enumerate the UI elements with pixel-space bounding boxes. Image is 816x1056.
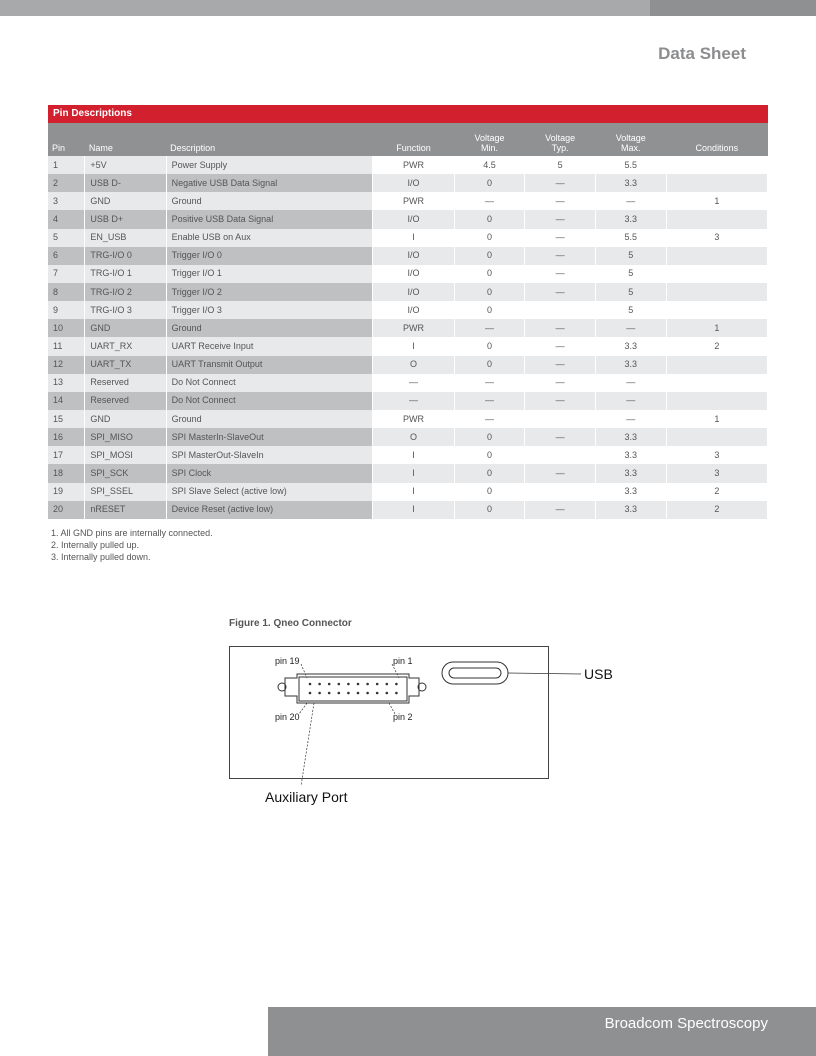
- cell-name: USB D+: [85, 210, 166, 228]
- cell-voltage-min: 0: [454, 174, 525, 192]
- table-row: [48, 174, 768, 192]
- top-bar-accent: [650, 0, 816, 16]
- cell-name: GND: [85, 192, 166, 210]
- table-row: [48, 210, 768, 228]
- cell-name: EN_USB: [85, 229, 166, 247]
- cell-pin: 5: [48, 229, 85, 247]
- cell-voltage-max: 5: [595, 247, 666, 265]
- cell-voltage-min: 0: [454, 265, 525, 283]
- cell-conditions: 3: [666, 446, 767, 464]
- cell-function: I/O: [373, 301, 454, 319]
- cell-description: Power Supply: [166, 156, 373, 174]
- cell-conditions: [666, 265, 767, 283]
- cell-voltage-min: —: [454, 319, 525, 337]
- auxiliary-connector: [278, 674, 426, 703]
- connector-pin: [395, 692, 398, 695]
- cell-voltage-typ: —: [525, 192, 596, 210]
- cell-pin: 11: [48, 337, 85, 355]
- cell-voltage-min: 0: [454, 446, 525, 464]
- cell-voltage-max: 3.3: [595, 483, 666, 501]
- cell-description: Trigger I/O 0: [166, 247, 373, 265]
- cell-voltage-max: 3.3: [595, 501, 666, 519]
- connector-pin: [338, 692, 341, 695]
- connector-pin: [366, 692, 369, 695]
- connector-pin: [395, 683, 398, 686]
- cell-pin: 9: [48, 301, 85, 319]
- table-row: [48, 356, 768, 374]
- table-row: [48, 392, 768, 410]
- cell-conditions: [666, 283, 767, 301]
- note-3: 3. Internally pulled down.: [51, 552, 151, 562]
- cell-voltage-typ: —: [525, 229, 596, 247]
- cell-description: Negative USB Data Signal: [166, 174, 373, 192]
- table-row: [48, 283, 768, 301]
- cell-voltage-max: 3.3: [595, 464, 666, 482]
- label-pin1: pin 1: [393, 656, 413, 666]
- cell-conditions: 1: [666, 410, 767, 428]
- cell-name: TRG-I/O 2: [85, 283, 166, 301]
- connector-pin: [357, 683, 360, 686]
- cell-function: —: [373, 374, 454, 392]
- cell-voltage-typ: [525, 446, 596, 464]
- cell-voltage-max: —: [595, 410, 666, 428]
- cell-voltage-max: 3.3: [595, 446, 666, 464]
- table-row: [48, 301, 768, 319]
- cell-voltage-typ: —: [525, 392, 596, 410]
- cell-function: I/O: [373, 265, 454, 283]
- cell-voltage-typ: —: [525, 174, 596, 192]
- table-row: [48, 428, 768, 446]
- cell-voltage-min: —: [454, 410, 525, 428]
- cell-voltage-max: 5: [595, 283, 666, 301]
- cell-conditions: [666, 156, 767, 174]
- cell-conditions: 2: [666, 337, 767, 355]
- table-row: [48, 410, 768, 428]
- table-notes: [51, 527, 213, 563]
- cell-voltage-max: —: [595, 374, 666, 392]
- cell-function: I/O: [373, 283, 454, 301]
- cell-conditions: [666, 392, 767, 410]
- cell-pin: 18: [48, 464, 85, 482]
- cell-name: SPI_MISO: [85, 428, 166, 446]
- cell-voltage-max: 3.3: [595, 174, 666, 192]
- cell-description: Ground: [166, 192, 373, 210]
- cell-name: +5V: [85, 156, 166, 174]
- connector-pin: [376, 692, 379, 695]
- cell-voltage-min: 0: [454, 483, 525, 501]
- cell-pin: 14: [48, 392, 85, 410]
- cell-voltage-max: 5.5: [595, 229, 666, 247]
- cell-conditions: 1: [666, 192, 767, 210]
- top-bar: [0, 0, 650, 16]
- footer-bar: [268, 1007, 816, 1056]
- col-header-conditions: Conditions: [666, 123, 767, 156]
- cell-voltage-max: —: [595, 192, 666, 210]
- cell-voltage-min: 0: [454, 501, 525, 519]
- cell-voltage-typ: —: [525, 210, 596, 228]
- connector-pin: [386, 683, 389, 686]
- cell-conditions: [666, 210, 767, 228]
- cell-name: Reserved: [85, 374, 166, 392]
- cell-pin: 7: [48, 265, 85, 283]
- cell-voltage-typ: —: [525, 374, 596, 392]
- note-1: 1. All GND pins are internally connected.: [51, 528, 213, 538]
- cell-description: Trigger I/O 1: [166, 265, 373, 283]
- cell-pin: 12: [48, 356, 85, 374]
- usb-c-port: [442, 662, 508, 684]
- connector-pin: [318, 683, 321, 686]
- cell-pin: 15: [48, 410, 85, 428]
- cell-function: PWR: [373, 410, 454, 428]
- table-row: [48, 192, 768, 210]
- cell-voltage-min: 0: [454, 337, 525, 355]
- cell-voltage-min: 0: [454, 301, 525, 319]
- connector-pin: [386, 692, 389, 695]
- cell-voltage-min: 4.5: [454, 156, 525, 174]
- cell-conditions: [666, 356, 767, 374]
- table-row: [48, 374, 768, 392]
- connector-pins: [309, 683, 398, 695]
- cell-voltage-typ: —: [525, 337, 596, 355]
- cell-conditions: [666, 374, 767, 392]
- cell-voltage-typ: [525, 410, 596, 428]
- footer-brand: Broadcom Spectroscopy: [604, 1015, 768, 1032]
- pin-descriptions-table: [48, 105, 768, 519]
- cell-voltage-max: 5.5: [595, 156, 666, 174]
- table-row: [48, 229, 768, 247]
- cell-voltage-min: 0: [454, 428, 525, 446]
- cell-pin: 2: [48, 174, 85, 192]
- cell-description: SPI MasterIn-SlaveOut: [166, 428, 373, 446]
- cell-function: PWR: [373, 192, 454, 210]
- cell-voltage-max: 3.3: [595, 356, 666, 374]
- cell-voltage-min: —: [454, 392, 525, 410]
- cell-pin: 16: [48, 428, 85, 446]
- cell-conditions: [666, 174, 767, 192]
- cell-name: GND: [85, 319, 166, 337]
- connector-pin: [376, 683, 379, 686]
- cell-voltage-min: 0: [454, 210, 525, 228]
- connector-pin: [347, 692, 350, 695]
- cell-name: SPI_MOSI: [85, 446, 166, 464]
- cell-voltage-max: —: [595, 319, 666, 337]
- cell-voltage-max: 3.3: [595, 337, 666, 355]
- cell-function: —: [373, 392, 454, 410]
- col-header-voltage-max: Voltage Max.: [595, 123, 666, 156]
- cell-name: TRG-I/O 0: [85, 247, 166, 265]
- cell-conditions: 2: [666, 483, 767, 501]
- cell-name: UART_TX: [85, 356, 166, 374]
- cell-voltage-typ: —: [525, 319, 596, 337]
- col-header-description: Description: [166, 123, 373, 156]
- cell-pin: 3: [48, 192, 85, 210]
- cell-pin: 1: [48, 156, 85, 174]
- cell-voltage-typ: —: [525, 283, 596, 301]
- cell-voltage-max: —: [595, 392, 666, 410]
- cell-function: I/O: [373, 210, 454, 228]
- label-usb: USB: [584, 666, 613, 682]
- cell-voltage-typ: [525, 483, 596, 501]
- table-row: [48, 265, 768, 283]
- cell-name: nRESET: [85, 501, 166, 519]
- cell-voltage-typ: —: [525, 464, 596, 482]
- cell-name: SPI_SSEL: [85, 483, 166, 501]
- cell-conditions: [666, 247, 767, 265]
- cell-function: I: [373, 483, 454, 501]
- page-title: Data Sheet: [658, 44, 746, 63]
- cell-description: UART Transmit Output: [166, 356, 373, 374]
- cell-description: SPI Slave Select (active low): [166, 483, 373, 501]
- cell-voltage-min: —: [454, 374, 525, 392]
- cell-pin: 6: [48, 247, 85, 265]
- col-header-voltage-min: Voltage Min.: [454, 123, 525, 156]
- cell-conditions: 3: [666, 229, 767, 247]
- cell-voltage-min: 0: [454, 356, 525, 374]
- cell-function: PWR: [373, 156, 454, 174]
- cell-voltage-typ: —: [525, 501, 596, 519]
- cell-description: Do Not Connect: [166, 374, 373, 392]
- connector-pin: [318, 692, 321, 695]
- cell-voltage-max: 3.3: [595, 428, 666, 446]
- connector-pin: [309, 692, 312, 695]
- label-pin2: pin 2: [393, 712, 413, 722]
- table-header-row: [48, 123, 768, 156]
- cell-voltage-min: 0: [454, 247, 525, 265]
- label-auxiliary-port: Auxiliary Port: [265, 789, 348, 805]
- cell-description: Device Reset (active low): [166, 501, 373, 519]
- cell-voltage-max: 5: [595, 301, 666, 319]
- cell-pin: 10: [48, 319, 85, 337]
- table-row: [48, 337, 768, 355]
- col-header-function: Function: [373, 123, 454, 156]
- cell-voltage-typ: —: [525, 356, 596, 374]
- cell-description: Ground: [166, 319, 373, 337]
- cell-pin: 19: [48, 483, 85, 501]
- cell-voltage-min: 0: [454, 283, 525, 301]
- cell-voltage-min: —: [454, 192, 525, 210]
- cell-name: UART_RX: [85, 337, 166, 355]
- table-row: [48, 156, 768, 174]
- table-row: [48, 247, 768, 265]
- cell-function: I/O: [373, 174, 454, 192]
- cell-description: Trigger I/O 3: [166, 301, 373, 319]
- cell-voltage-max: 5: [595, 265, 666, 283]
- connector-pin: [366, 683, 369, 686]
- col-header-name: Name: [85, 123, 166, 156]
- cell-name: TRG-I/O 1: [85, 265, 166, 283]
- cell-function: I/O: [373, 247, 454, 265]
- cell-description: UART Receive Input: [166, 337, 373, 355]
- cell-voltage-typ: —: [525, 247, 596, 265]
- table-row: [48, 319, 768, 337]
- connector-pin: [347, 683, 350, 686]
- cell-voltage-max: 3.3: [595, 210, 666, 228]
- cell-function: O: [373, 356, 454, 374]
- cell-voltage-typ: —: [525, 265, 596, 283]
- connector-pin: [328, 692, 331, 695]
- col-header-voltage-typ: Voltage Typ.: [525, 123, 596, 156]
- cell-name: SPI_SCK: [85, 464, 166, 482]
- cell-name: USB D-: [85, 174, 166, 192]
- cell-description: SPI Clock: [166, 464, 373, 482]
- cell-function: I: [373, 501, 454, 519]
- table-row: [48, 464, 768, 482]
- cell-conditions: [666, 428, 767, 446]
- cell-name: TRG-I/O 3: [85, 301, 166, 319]
- cell-voltage-min: 0: [454, 464, 525, 482]
- cell-conditions: [666, 301, 767, 319]
- table-row: [48, 501, 768, 519]
- cell-description: Positive USB Data Signal: [166, 210, 373, 228]
- table-row: [48, 483, 768, 501]
- cell-function: I: [373, 229, 454, 247]
- cell-pin: 17: [48, 446, 85, 464]
- connector-diagram: [229, 646, 649, 816]
- connector-pin: [328, 683, 331, 686]
- cell-description: Trigger I/O 2: [166, 283, 373, 301]
- table-row: [48, 446, 768, 464]
- cell-function: I: [373, 446, 454, 464]
- cell-description: Enable USB on Aux: [166, 229, 373, 247]
- cell-pin: 13: [48, 374, 85, 392]
- cell-pin: 8: [48, 283, 85, 301]
- cell-description: SPI MasterOut-SlaveIn: [166, 446, 373, 464]
- cell-function: I: [373, 464, 454, 482]
- connector-pin: [357, 692, 360, 695]
- table-caption: Pin Descriptions: [48, 105, 768, 123]
- label-pin20: pin 20: [275, 712, 300, 722]
- cell-voltage-typ: 5: [525, 156, 596, 174]
- cell-pin: 4: [48, 210, 85, 228]
- col-header-pin: Pin: [48, 123, 85, 156]
- cell-description: Do Not Connect: [166, 392, 373, 410]
- cell-description: Ground: [166, 410, 373, 428]
- table-body: [48, 156, 768, 519]
- cell-pin: 20: [48, 501, 85, 519]
- label-pin19: pin 19: [275, 656, 300, 666]
- cell-function: O: [373, 428, 454, 446]
- cell-function: I: [373, 337, 454, 355]
- cell-conditions: 3: [666, 464, 767, 482]
- cell-voltage-typ: —: [525, 428, 596, 446]
- cell-name: Reserved: [85, 392, 166, 410]
- connector-pin: [338, 683, 341, 686]
- cell-voltage-min: 0: [454, 229, 525, 247]
- cell-conditions: 2: [666, 501, 767, 519]
- cell-voltage-typ: [525, 301, 596, 319]
- cell-conditions: 1: [666, 319, 767, 337]
- figure-caption: Figure 1. Qneo Connector: [229, 618, 352, 629]
- connector-pin: [309, 683, 312, 686]
- cell-function: PWR: [373, 319, 454, 337]
- cell-name: GND: [85, 410, 166, 428]
- note-2: 2. Internally pulled up.: [51, 540, 140, 550]
